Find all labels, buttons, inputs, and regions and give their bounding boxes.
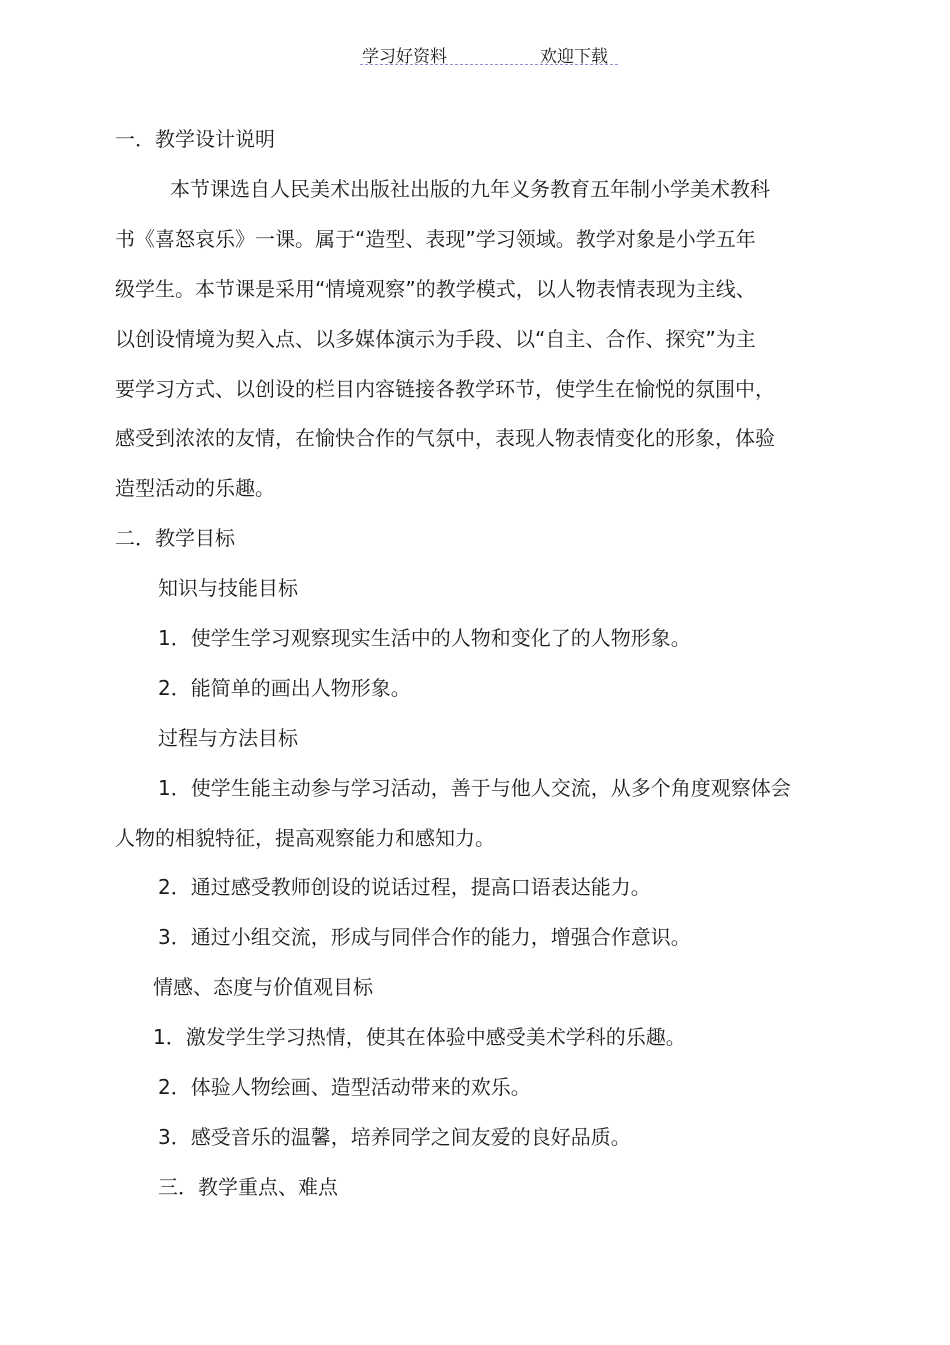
header-left-text: 学习好资料 xyxy=(362,47,447,67)
paragraph-line: 要学习方式、以创设的栏目内容链接各教学环节，使学生在愉悦的氛围中， xyxy=(115,377,775,401)
paragraph-line: 本节课选自人民美术出版社出版的九年义务教育五年制小学美术教科 xyxy=(170,177,770,201)
list-item: 1．使学生学习观察现实生活中的人物和变化了的人物形象。 xyxy=(158,626,691,650)
paragraph-line: 以创设情境为契入点、以多媒体演示为手段、以“自主、合作、探究”为主 xyxy=(115,327,756,351)
paragraph-line: 级学生。本节课是采用“情境观察”的教学模式，以人物表情表现为主线、 xyxy=(115,277,756,301)
list-item: 2．能简单的画出人物形象。 xyxy=(158,676,411,700)
subheading: 过程与方法目标 xyxy=(158,726,298,750)
subheading: 情感、态度与价值观目标 xyxy=(153,975,373,999)
list-item: 2．通过感受教师创设的说话过程，提高口语表达能力。 xyxy=(158,875,651,899)
list-item: 1．激发学生学习热情，使其在体验中感受美术学科的乐趣。 xyxy=(153,1025,686,1049)
header-right-text: 欢迎下载 xyxy=(540,47,608,67)
paragraph-line: 书《喜怒哀乐》一课。属于“造型、表现”学习领域。教学对象是小学五年 xyxy=(115,227,756,251)
paragraph-line: 感受到浓浓的友情，在愉快合作的气氛中，表现人物表情变化的形象，体验 xyxy=(115,426,775,450)
list-item: 2．体验人物绘画、造型活动带来的欢乐。 xyxy=(158,1075,531,1099)
list-item: 1．使学生能主动参与学习活动，善于与他人交流，从多个角度观察体会 xyxy=(158,776,791,800)
subheading: 知识与技能目标 xyxy=(158,576,298,600)
section-heading-3: 三．教学重点、难点 xyxy=(158,1175,338,1199)
section-heading-1: 一．教学设计说明 xyxy=(115,127,275,151)
paragraph-line: 造型活动的乐趣。 xyxy=(115,476,275,500)
page-header xyxy=(360,40,618,65)
list-item: 3．通过小组交流，形成与同伴合作的能力，增强合作意识。 xyxy=(158,925,691,949)
list-item: 3．感受音乐的温馨，培养同学之间友爱的良好品质。 xyxy=(158,1125,631,1149)
section-heading-2: 二．教学目标 xyxy=(115,526,235,550)
list-item-continuation: 人物的相貌特征，提高观察能力和感知力。 xyxy=(115,826,495,850)
